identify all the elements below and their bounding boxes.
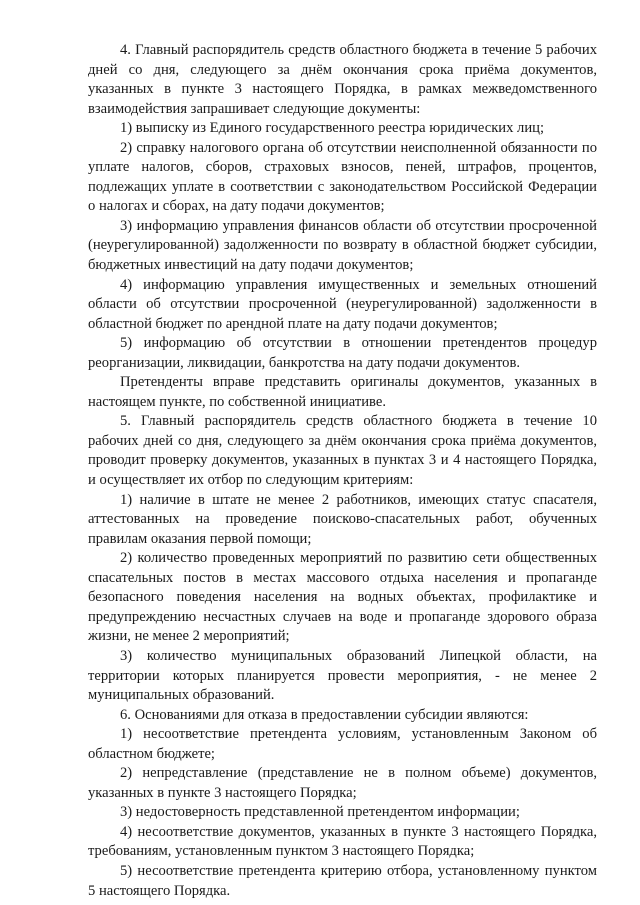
paragraph-4-request-documents: 4. Главный распорядитель средств областного бюджета в течение 5 рабочих дней со дня, следующего за днём окончания срока приёма документов, указанных в пункте 3 настоящего Порядка, в рамках межведомственного взаимодействия запрашивает следующие документы:	[88, 42, 597, 117]
refusal-ground-missing-documents: 2) непредставление (представление не в полном объеме) документов, указанных в пункте 3 настоящего Порядка;	[88, 765, 597, 801]
list-item-property-info: 4) информацию управления имущественных и земельных отношений области об отсутствии просроченной (неурегулированной) задолженности в областной бюджет по арендной плате на дату подачи документов;	[88, 276, 597, 332]
paragraph-6-refusal-grounds: 6. Основаниями для отказа в предоставлении субсидии являются:	[120, 706, 529, 723]
list-item-tax-certificate: 2) справку налогового органа об отсутствии неисполненной обязанности по уплате налогов, сборов, страховых взносов, пеней, штрафов, процентов, подлежащих уплате в соответствии с законодательством Российской Федерации о налогах и сборах, на дату подачи документов;	[88, 139, 597, 215]
criterion-events: 2) количество проведенных мероприятий по развитию сети общественных спасательных постов в местах массового отдыха населения и пропаганде безопасного поведения населения на водных объектах, профилактике и предупреждению несчастных случаев на воде и пропаганде здорового образа жизни, не менее 2 мероприятий;	[88, 550, 597, 645]
document-page	[88, 41, 597, 901]
list-item-finance-info: 3) информацию управления финансов области об отсутствии просроченной (неурегулированной) задолженности по возврату в областной бюджет субсидии, бюджетных инвестиций на дату подачи документов;	[88, 217, 597, 274]
paragraph-originals-note: Претенденты вправе представить оригиналы документов, указанных в настоящем пункте, по собственной инициативе.	[88, 374, 597, 410]
criterion-staff: 1) наличие в штате не менее 2 работников, имеющих статус спасателя, аттестованных на проведение поисково-спасательных работ, обученных правилам оказания первой помощи;	[88, 491, 597, 547]
refusal-ground-document-mismatch: 4) несоответствие документов, указанных в пункте 3 настоящего Порядка, требованиям, установленным пунктом 3 настоящего Порядка;	[88, 823, 597, 860]
refusal-ground-inaccurate-info: 3) недостоверность представленной претендентом информации;	[120, 804, 520, 821]
refusal-ground-criterion-mismatch: 5) несоответствие претендента критерию отбора, установленному пунктом 5 настоящего Порядка.	[88, 862, 597, 899]
list-item-reorganization-info: 5) информацию об отсутствии в отношении претендентов процедур реорганизации, ликвидации, банкротства на дату подачи документов.	[88, 335, 597, 371]
refusal-ground-conditions: 1) несоответствие претендента условиям, установленным Законом об областном бюджете;	[88, 726, 597, 762]
criterion-municipalities: 3) количество муниципальных образований Липецкой области, на территории которых планируется провести мероприятия, - не менее 2 муниципальных образований.	[88, 647, 597, 704]
paragraph-5-verification: 5. Главный распорядитель средств областного бюджета в течение 10 рабочих дней со дня, следующего за днём окончания срока приёма документов, проводит проверку документов, указанных в пунктах 3 и 4 настоящего Порядка, и осуществляет их отбор по следующим критериям:	[88, 413, 597, 489]
list-item-egrul-extract: 1) выписку из Единого государственного реестра юридических лиц;	[120, 120, 545, 137]
